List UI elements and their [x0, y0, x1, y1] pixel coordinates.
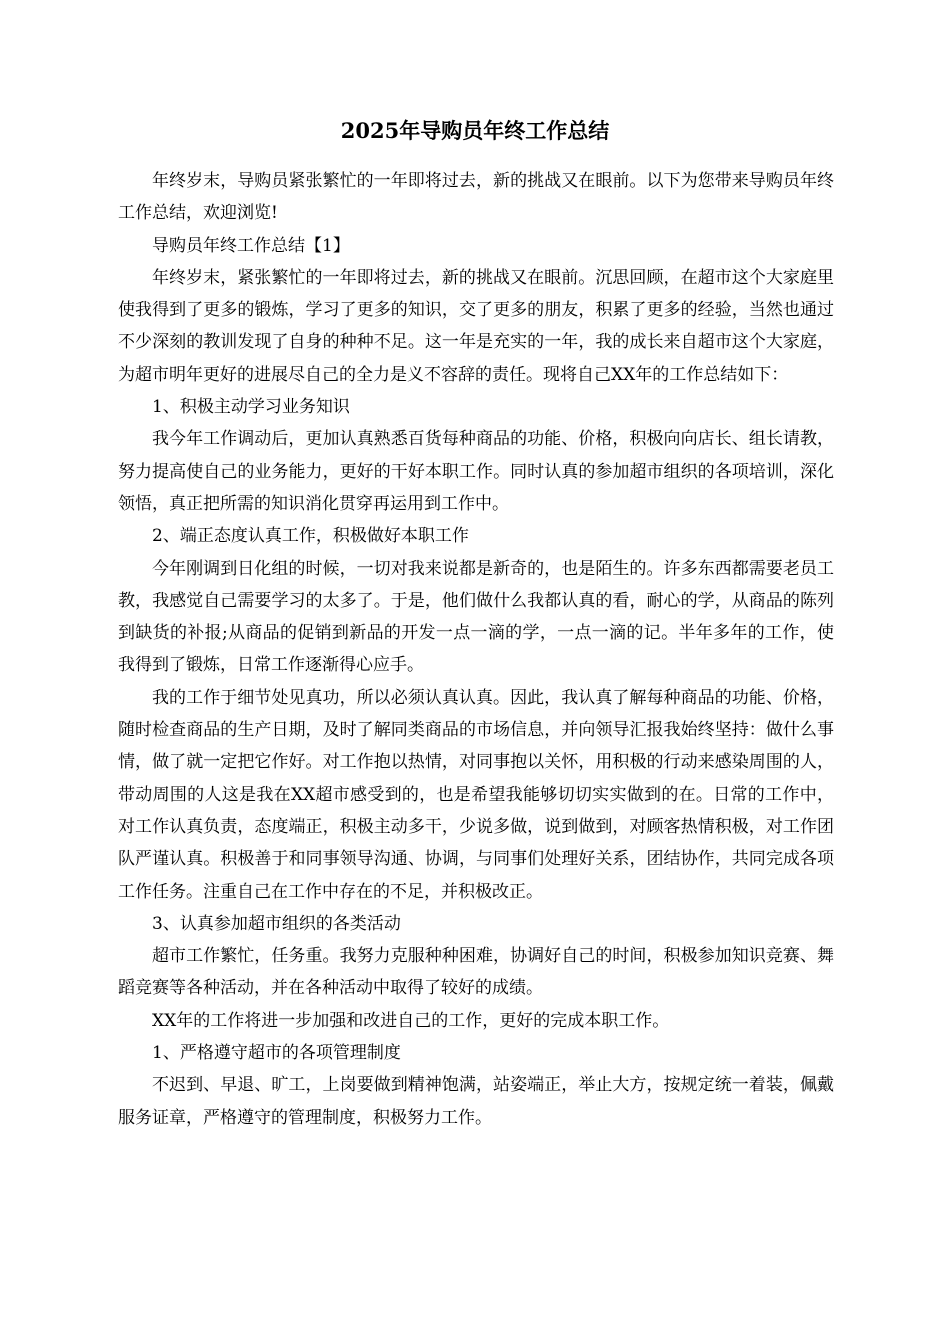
paragraph: XX年的工作将进一步加强和改进自己的工作，更好的完成本职工作。 [152, 1010, 670, 1031]
list-heading: 1、严格遵守超市的各项管理制度 [152, 1043, 401, 1064]
paragraph: 不迟到、早退、旷工，上岗要做到精神饱满，站姿端正，举止大方，按规定统一着装，佩戴服务证章，严格遵守的管理制度，积极努力工作。 [118, 1075, 834, 1128]
list-heading: 3、认真参加超市组织的各类活动 [152, 913, 401, 934]
list-heading: 2、端正态度认真工作，积极做好本职工作 [152, 526, 469, 547]
document-title: 2025年导购员年终工作总结 [340, 118, 610, 143]
paragraph: 我今年工作调动后，更加认真熟悉百货每种商品的功能、价格，积极向向店长、组长请教，努力提高使自己的业务能力，更好的干好本职工作。同时认真的参加超市组织的各项培训，深化领悟，真正把所需的知识消化贯穿再运用到工作中。 [118, 429, 834, 514]
document-body [118, 165, 834, 1134]
list-heading: 1、积极主动学习业务知识 [152, 397, 350, 418]
paragraph: 年终岁末，紧张繁忙的一年即将过去，新的挑战又在眼前。沉思回顾，在超市这个大家庭里使我得到了更多的锻炼，学习了更多的知识，交了更多的朋友，积累了更多的经验，当然也通过不少深刻的教训发现了自身的种种不足。这一年是充实的一年，我的成长来自超市这个大家庭，为超市明年更好的进展尽自己的全力是义不容辞的责任。现将自己XX年的工作总结如下： [118, 267, 834, 385]
paragraph-intro: 年终岁末，导购员紧张繁忙的一年即将过去，新的挑战又在眼前。以下为您带来导购员年终工作总结，欢迎浏览! [118, 171, 834, 224]
paragraph: 我的工作于细节处见真功，所以必须认真认真。因此，我认真了解每种商品的功能、价格，随时检查商品的生产日期，及时了解同类商品的市场信息，并向领导汇报我始终坚持：做什么事情，做了就一定把它作好。对工作抱以热情，对同事抱以关怀，用积极的行动来感染周围的人，带动周围的人这是我在XX超市感受到的，也是希望我能够切切实实做到的在。日常的工作中，对工作认真负责，态度端正，积极主动多干，少说多做，说到做到，对顾客热情积极，对工作团队严谨认真。积极善于和同事领导沟通、协调，与同事们处理好关系，团结协作，共同完成各项工作任务。注重自己在工作中存在的不足，并积极改正。 [118, 687, 834, 902]
paragraph: 今年刚调到日化组的时候，一切对我来说都是新奇的，也是陌生的。许多东西都需要老员工教，我感觉自己需要学习的太多了。于是，他们做什么我都认真的看，耐心的学，从商品的陈列到缺货的补报;从商品的促销到新品的开发一点一滴的学，一点一滴的记。半年多年的工作，使我得到了锻炼，日常工作逐渐得心应手。 [118, 558, 834, 676]
section-heading-1: 导购员年终工作总结【1】 [152, 235, 350, 256]
paragraph: 超市工作繁忙，任务重。我努力克服种种困难，协调好自己的时间，积极参加知识竞赛、舞蹈竞赛等各种活动，并在各种活动中取得了较好的成绩。 [118, 946, 834, 999]
